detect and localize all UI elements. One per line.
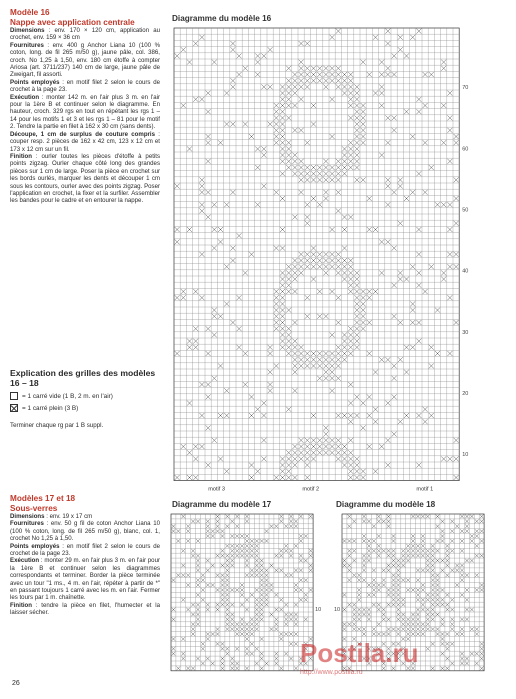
empty-square-icon [10,392,18,400]
diagram16-motif2-label: motif 2 [302,486,320,493]
model16-decoupe: Découpe, 1 cm de surplus de couture compris : couper resp. 2 pièces de 162 x 42 cm, 123 x 12 cm et 173 x 12 cm sur un fil. [10,130,160,153]
model17-18-subtitle: Sous-verres [10,503,58,513]
filled-square-icon [10,404,18,412]
diagram17-grid [171,514,313,671]
model16-execution: Exécution : monter 142 m. en l'air plus 3 m. en l'air pour la 1ère B et continuer selon le diagramme. En hauteur, croch. 329 rgs en tout en répétant les rgs 1 – 14 pour les motifs 1 et 3 et les rgs 1 – 81 pour le motif 2. Tendre la partie en filet à 162 x 30 cm (sans dents). [10,93,160,131]
model16-subtitle: Nappe avec application centrale [10,17,135,27]
diagram16-motif3-label: motif 3 [208,486,226,493]
model17-18-title: Modèles 17 et 18 [10,494,76,503]
legend-empty-row: = 1 carré vide (1 B, 2 m. en l'air) [10,392,160,400]
model16-finition: Finition : ourler toutes les pièces d'étoffe à petits points zigzag. Ourler chaque côté long des grandes pièces sur 1 cm de large. Poser la pièce en crochet sur les bords ourlés, marquer les dents et découper 1 cm sous les contours, ourler avec des points zigzag. Poser l'application en crochet, la fixer et la surfiler. Assembler les bandes pour le cadre et en entourer la nappe. [10,152,160,205]
model17-execution: Exécution : monter 29 m. en l'air plus 3 m. en l'air pour la 1ère B et continuer selon les diagrammes correspondants et terminer. Border la pièce terminée avec un tour "1 ms., 4 m. en l'air, répéter à partir de *" en passant toujours 1 carré avec les m. en l'air. Fermer les tours par 1 m. chaînette. [10,557,160,602]
model16-fournitures: Fournitures : env. 400 g Anchor Liana 10 (100 % coton, long. de fil 265 m/50 g), jaune pâle, col. 386, croch. No 1,25 à 1,50, env. 180 cm étoffe à compter Ariosa (art. 3711/237) 140 cm de large, jaune pâle de Zweigart, fil assorti. [10,41,160,79]
model16-dimensions: Dimensions : env. 170 × 120 cm, application au crochet, env. 159 × 36 cm [10,27,160,42]
diagram16-chart [168,24,506,494]
diagram16-row-label: 70 [462,85,469,92]
diagram16-row-label: 50 [462,207,469,214]
diagram16-row-label: 20 [462,390,469,397]
model17-fournitures: Fournitures : env. 50 g fil de coton Anchor Liana 10 (100 % coton, long. de fil 265 m/50 g), blanc, col. 1, crochet No 1,25 à 1,50. [10,520,160,543]
diagram18-title: Diagramme du modèle 18 [336,500,436,509]
diagram17-title: Diagramme du modèle 17 [172,500,272,509]
model17-dimensions: Dimensions : env. 19 x 17 cm [10,513,93,520]
watermark-url: http://www.postila.ru [300,669,363,676]
watermark-logo: Postila.ru [300,638,419,668]
legend-title: Explication des grilles des modèles 16 – 18 [10,368,156,388]
model17-18-instructions [10,494,160,617]
diagram17-row-label: 10 [315,607,322,614]
diagram16-grid [174,28,459,481]
model16-title: Modèle 16 [10,8,50,17]
legend-note: Terminer chaque rg par 1 B suppl. [10,422,104,429]
diagram18-row-label: 10 [334,607,341,614]
legend-full-row: = 1 carré plein (3 B) [10,404,160,412]
model17-finition: Finition : tendre la pièce en filet, l'humecter et la laisser sécher. [10,601,160,617]
grid-legend [10,368,160,429]
page-number: 26 [12,680,20,687]
diagram16-row-label: 10 [462,452,469,459]
watermark [300,638,510,694]
model16-instructions [10,8,160,205]
diagram16-row-label: 30 [462,329,469,336]
diagram16-row-label: 60 [462,146,469,153]
diagram16-title: Diagramme du modèle 16 [172,14,272,23]
model16-points: Points employés : en motif filet 2 selon le cours de crochet à la page 23. [10,78,160,94]
diagram16-row-label: 40 [462,268,469,275]
model17-points: Points employés : en motif filet 2 selon le cours de crochet de la page 23. [10,542,160,558]
diagram16-motif1-label: motif 1 [416,486,434,493]
